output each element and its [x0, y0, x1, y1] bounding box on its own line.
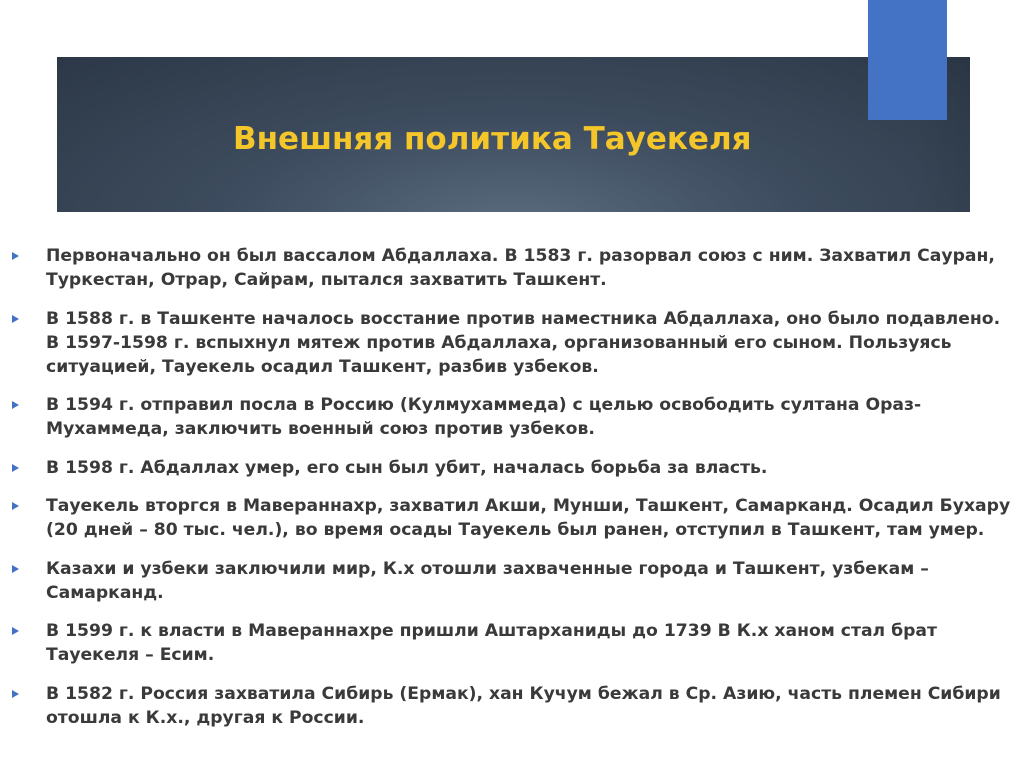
accent-rectangle [868, 0, 947, 120]
bullet-item [8, 682, 1014, 730]
triangle-right-icon [12, 401, 19, 409]
bullet-text: В 1598 г. Абдаллах умер, его сын был убит, началась борьба за власть. [46, 457, 768, 478]
triangle-right-icon [12, 690, 19, 698]
bullet-item [8, 393, 1014, 441]
triangle-right-icon [12, 627, 19, 635]
triangle-right-icon [12, 464, 19, 472]
bullet-item [8, 557, 1014, 605]
bullet-text: Казахи и узбеки заключили мир, К.х отошли захваченные города и Ташкент, узбекам – Самарканд. [46, 558, 929, 603]
triangle-right-icon [12, 315, 19, 323]
bullet-text: В 1582 г. Россия захватила Сибирь (Ермак), хан Кучум бежал в Ср. Азию, часть племен Сибири отошла к К.х., другая к России. [46, 683, 1001, 728]
triangle-right-icon [12, 502, 19, 510]
slide-title: Внешняя политика Тауекеля [233, 121, 752, 157]
bullet-item [8, 456, 1014, 480]
slide-content [8, 244, 1014, 744]
bullet-text: Тауекель вторгся в Мавераннахр, захватил Акши, Мунши, Ташкент, Самарканд. Осадил Бухару (20 дней – 80 тыс. чел.), во время осады Тауекель был ранен, отступил в Ташкент, там умер. [46, 496, 1011, 540]
bullet-text: Первоначально он был вассалом Абдаллаха. В 1583 г. разорвал союз с ним. Захватил Сауран, Туркестан, Отрар, Сайрам, пытался захватить Ташкент. [46, 246, 995, 290]
bullet-text: В 1588 г. в Ташкенте началось восстание против наместника Абдаллаха, оно было подавлено. В 1597-1598 г. вспыхнул мятеж против Абдаллаха, организованный его сыном. Пользуясь ситуацией, Тауекель осадил Ташкент, разбив узбеков. [46, 308, 1001, 377]
bullet-text: В 1599 г. к власти в Мавераннахре пришли Аштарханиды до 1739 В К.х ханом стал брат Тауекеля – Есим. [46, 621, 937, 665]
bullet-item [8, 244, 1014, 292]
bullet-item [8, 619, 1014, 667]
triangle-right-icon [12, 565, 19, 573]
bullet-text: В 1594 г. отправил посла в Россию (Кулмухаммеда) с целью освободить султана Ораз-Мухаммеда, заключить военный союз против узбеков. [46, 395, 922, 439]
bullet-list [8, 244, 1014, 730]
bullet-item [8, 494, 1014, 542]
triangle-right-icon [12, 252, 19, 260]
bullet-item [8, 307, 1014, 379]
